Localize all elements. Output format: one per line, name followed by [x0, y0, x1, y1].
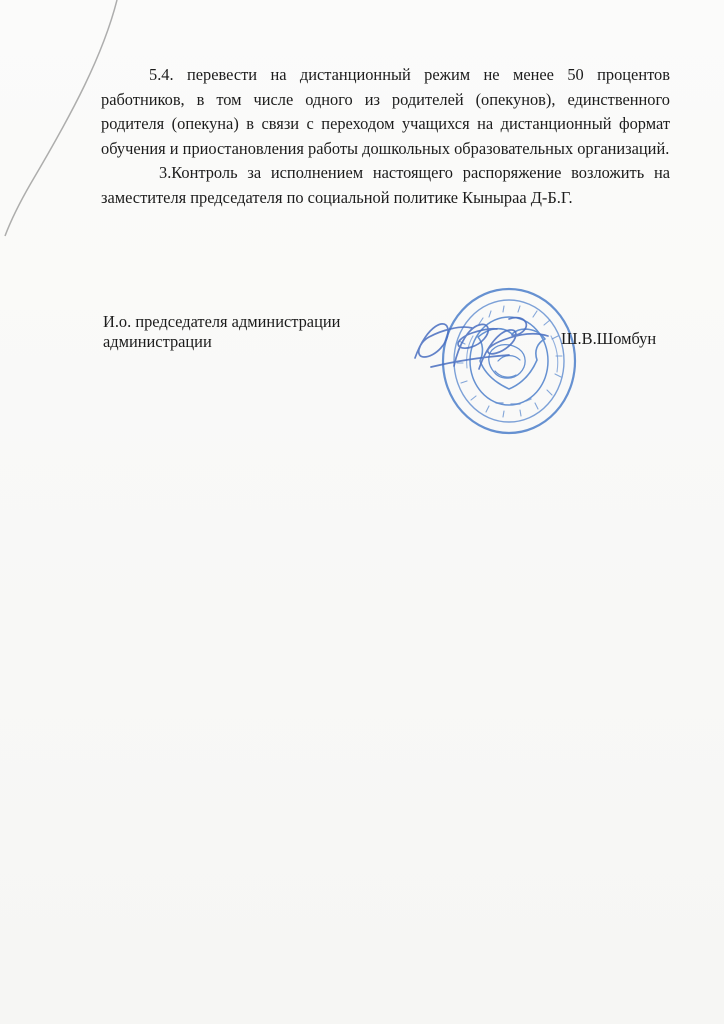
- paragraph-5-4: 5.4. перевести на дистанционный режим не менее 50 процентов работников, в том числе одного из родителей (опекунов), единственного родителя (опекуна) в связи с переходом учащихся на дистанционный формат обучения и приостановления работы дошкольных образовательных организаций.: [101, 65, 670, 158]
- document-body: [101, 63, 670, 210]
- paragraph-3: 3.Контроль за исполнением настоящего распоряжение возложить на заместителя председателя по социальной политике Кыныраа Д-Б.Г.: [101, 163, 670, 207]
- signer-name: Ш.В.Шомбун: [561, 329, 657, 348]
- handwritten-signature: [409, 308, 559, 388]
- signature-block: [103, 312, 413, 352]
- signer-position-line-1: И.о. председателя администрации: [103, 312, 341, 331]
- signer-position-line-2: администрации: [103, 332, 212, 351]
